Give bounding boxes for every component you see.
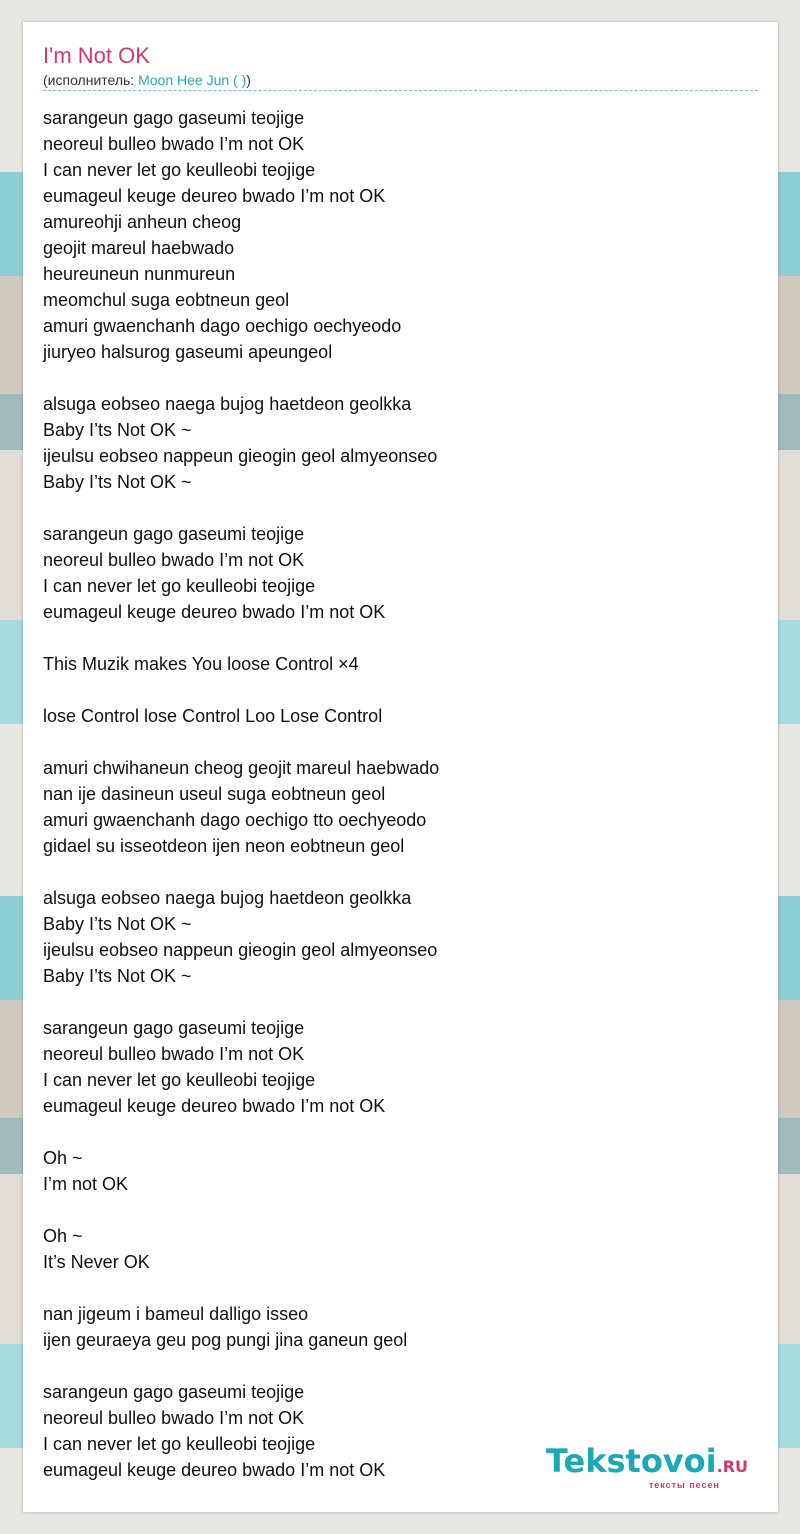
lyrics-card xyxy=(23,22,778,1512)
lyric-line: I can never let go keulleobi teojige xyxy=(43,1434,316,1454)
artist-line xyxy=(43,70,758,91)
site-logo[interactable] xyxy=(546,1444,748,1490)
artist-suffix: ) xyxy=(246,72,251,88)
lyric-line: eumageul keuge deureo bwado I’m not OK xyxy=(43,186,386,206)
song-title: I'm Not OK xyxy=(43,43,150,68)
lyric-line: meomchul suga eobtneun geol xyxy=(43,290,290,310)
lyric-line: lose Control lose Control Loo Lose Control xyxy=(43,706,383,726)
logo-wordmark: Tekstovoi xyxy=(545,1442,717,1480)
logo-subtitle: тексты песен xyxy=(648,1480,720,1490)
lyrics-text xyxy=(43,105,758,1483)
lyric-line: amuri gwaenchanh dago oechigo tto oechyeodo xyxy=(43,810,427,830)
lyric-line: Oh ~ xyxy=(43,1148,83,1168)
lyric-line: sarangeun gago gaseumi teojige xyxy=(43,108,305,128)
lyric-line: sarangeun gago gaseumi teojige xyxy=(43,1018,305,1038)
lyric-line: amuri gwaenchanh dago oechigo oechyeodo xyxy=(43,316,402,336)
lyric-line xyxy=(43,859,758,885)
lyric-line: sarangeun gago gaseumi teojige xyxy=(43,1382,305,1402)
lyric-line xyxy=(43,1119,758,1145)
logo-tld: .RU xyxy=(716,1457,748,1476)
lyric-line: jiuryeo halsurog gaseumi apeungeol xyxy=(43,342,333,362)
lyric-line: eumageul keuge deureo bwado I’m not OK xyxy=(43,1096,386,1116)
lyric-line: eumageul keuge deureo bwado I’m not OK xyxy=(43,602,386,622)
lyric-line: I can never let go keulleobi teojige xyxy=(43,160,316,180)
lyric-line xyxy=(43,495,758,521)
lyric-line: alsuga eobseo naega bujog haetdeon geolkka xyxy=(43,394,412,414)
lyric-line: Baby I’ts Not OK ~ xyxy=(43,420,192,440)
lyric-line xyxy=(43,625,758,651)
lyric-line: Baby I’ts Not OK ~ xyxy=(43,966,192,986)
lyric-line: I can never let go keulleobi teojige xyxy=(43,576,316,596)
lyric-line: I’m not OK xyxy=(43,1174,129,1194)
lyric-line: sarangeun gago gaseumi teojige xyxy=(43,524,305,544)
lyric-line: nan ije dasineun useul suga eobtneun geol xyxy=(43,784,386,804)
lyric-line: ijen geuraeya geu pog pungi jina ganeun geol xyxy=(43,1330,408,1350)
lyric-line xyxy=(43,729,758,755)
lyric-line xyxy=(43,677,758,703)
lyric-line: This Muzik makes You loose Control ×4 xyxy=(43,654,359,674)
lyric-line xyxy=(43,989,758,1015)
lyric-line xyxy=(43,1197,758,1223)
lyric-line: gidael su isseotdeon ijen neon eobtneun geol xyxy=(43,836,405,856)
lyric-line: geojit mareul haebwado xyxy=(43,238,235,258)
lyric-line: Baby I’ts Not OK ~ xyxy=(43,914,192,934)
lyric-line: neoreul bulleo bwado I’m not OK xyxy=(43,134,305,154)
lyric-line: It’s Never OK xyxy=(43,1252,150,1272)
lyric-line: neoreul bulleo bwado I’m not OK xyxy=(43,550,305,570)
artist-prefix: (исполнитель: xyxy=(43,72,139,88)
lyric-line: ijeulsu eobseo nappeun gieogin geol almyeonseo xyxy=(43,446,438,466)
lyric-line xyxy=(43,1353,758,1379)
lyric-line xyxy=(43,1275,758,1301)
lyric-line: neoreul bulleo bwado I’m not OK xyxy=(43,1044,305,1064)
artist-link[interactable]: Moon Hee Jun ( ) xyxy=(138,72,247,88)
song-header xyxy=(43,42,758,91)
lyric-line xyxy=(43,365,758,391)
lyric-line: Oh ~ xyxy=(43,1226,83,1246)
lyric-line: amuri chwihaneun cheog geojit mareul haebwado xyxy=(43,758,440,778)
lyric-line: heureuneun nunmureun xyxy=(43,264,236,284)
lyric-line: ijeulsu eobseo nappeun gieogin geol almyeonseo xyxy=(43,940,438,960)
lyric-line: amureohji anheun cheog xyxy=(43,212,242,232)
lyric-line: nan jigeum i bameul dalligo isseo xyxy=(43,1304,309,1324)
lyric-line: eumageul keuge deureo bwado I’m not OK xyxy=(43,1460,386,1480)
lyric-line: alsuga eobseo naega bujog haetdeon geolkka xyxy=(43,888,412,908)
lyric-line: neoreul bulleo bwado I’m not OK xyxy=(43,1408,305,1428)
lyric-line: I can never let go keulleobi teojige xyxy=(43,1070,316,1090)
lyric-line: Baby I’ts Not OK ~ xyxy=(43,472,192,492)
